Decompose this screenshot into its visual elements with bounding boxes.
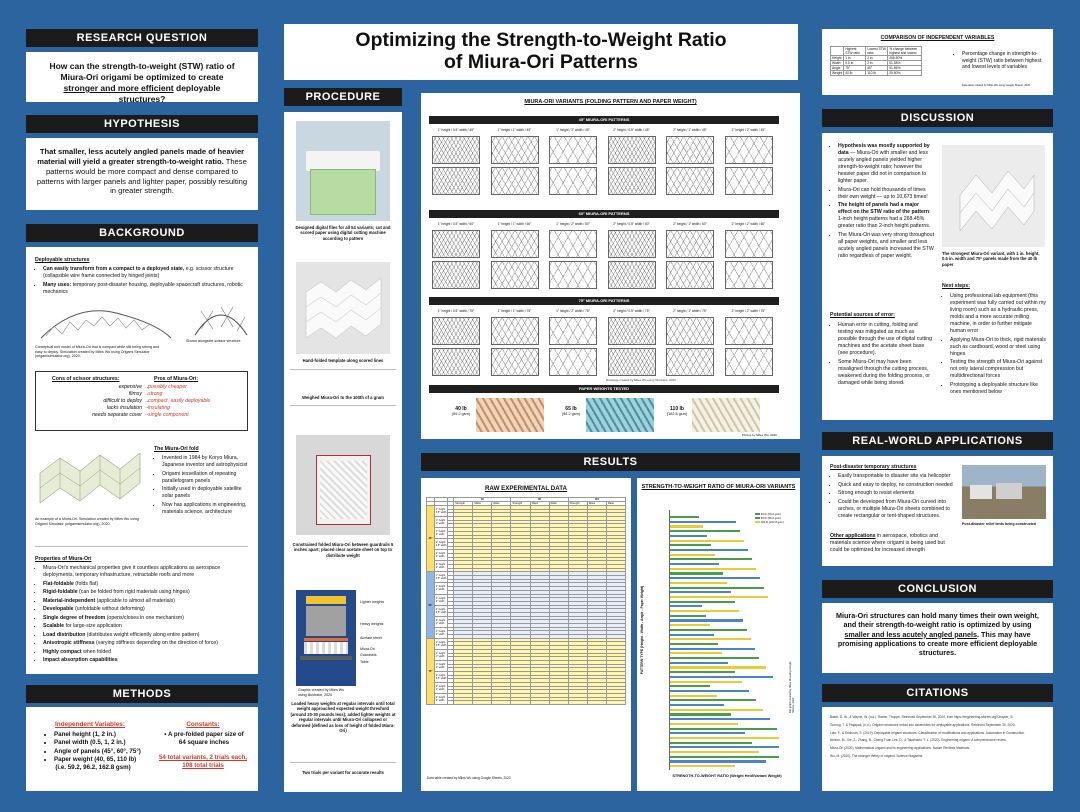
miura-pattern-drawing: [549, 261, 597, 289]
raw-row-label: 1" height 2" width: [434, 660, 448, 671]
miura-pattern-drawing: [549, 317, 597, 345]
bg-header: BACKGROUND: [26, 224, 258, 242]
iv-item: • Paper weight (40, 65, 110 lb): [54, 756, 150, 764]
raw-credit: Data table created by Miles Wu using Google Sheets, 2020: [427, 776, 511, 780]
pattern-label: 1" height / 1" width / 75°: [497, 309, 532, 313]
step2: Hand-folded template along scored lines: [302, 358, 384, 363]
raw-subheader: Mass: [473, 502, 492, 506]
cite-header: CITATIONS: [822, 684, 1053, 702]
disc-item: • Miura-Ori can hold thousands of times their own weight — up to 10,673 times!: [838, 187, 934, 201]
stw-xlabel: STRENGTH-TO-WEIGHT RATIO (Weight Held/Variant Weight): [672, 774, 782, 778]
rq-header: RESEARCH QUESTION: [26, 29, 258, 47]
rwa-card: [822, 456, 1053, 566]
miura-pattern-drawing: [608, 317, 656, 345]
pattern-label: 2" height / 2" width / 45°: [731, 128, 766, 132]
weight-label: 65 lb (96.2 gsm): [561, 406, 581, 416]
stw-bar: [669, 737, 779, 739]
stw-bar: [669, 760, 766, 762]
stw-bar: [669, 634, 714, 636]
arrows: → → → → →: [144, 384, 149, 417]
citation: Gurung, T. & Prajapati, (n.d.). Origami structures unfold into assemblies for deployable applications. Retrieved September 30, 2020.: [830, 722, 1016, 727]
citation: Nelson, M., Xie, Z., Zhang, B., Cheng-Fuan Lee, D., & Takahashi, Y. L. (2020). Engineering origami: A comprehensive review.: [830, 738, 1007, 743]
miura-pattern-drawing: [432, 317, 480, 345]
pattern-label: 1" height / 0.5" width / 75°: [437, 309, 475, 313]
stw-bar: [669, 610, 739, 612]
miura-pattern-drawing: [725, 230, 773, 258]
miura-pattern-drawing: [491, 136, 539, 164]
miura-pattern-drawing: [608, 136, 656, 164]
relief-caption: Post-disaster relief tents being constructed: [962, 522, 1037, 526]
results-header: RESULTS: [421, 453, 800, 471]
diagram-label: Guardrails: [360, 653, 377, 657]
raw-subheader: Strength: [511, 502, 530, 506]
stw-bar: [669, 690, 749, 692]
miura-pattern-drawing: [491, 230, 539, 258]
miura-pattern-drawing: [666, 261, 714, 289]
raw-row-label: 2" height 1" width: [434, 683, 448, 694]
fold-caption: An example of a Miura-Ori. Simulation created by Miles Wu using Origami Simulator (origamisimulator.org), 2020.: [35, 517, 139, 526]
prop-item: • Load distribution (distributes weight efficiently along entire pattern): [43, 632, 250, 639]
stw-bar: [669, 723, 738, 725]
raw-row-label: 2" height 0.5" width: [434, 671, 448, 682]
bg-card: [26, 247, 258, 674]
constant-item: • A pre-folded paper size of 64 square inches: [164, 731, 244, 747]
raw-subheader: Mass: [587, 502, 606, 506]
band-45: 45° MIURA-ORI PATTERNS: [429, 116, 779, 124]
stw-bar: [669, 756, 779, 758]
miura-pattern-drawing: [725, 348, 773, 376]
diagram-credit: Graphic created by Miles Wu using Illustrator, 2020: [298, 688, 345, 697]
stw-bar: [669, 568, 756, 570]
miura-arch-image: [36, 303, 176, 343]
stw-bar: [669, 671, 735, 673]
stw-bar: [669, 591, 731, 593]
stw-bar: [669, 638, 751, 640]
other-apps: Other applications in aerospace, robotics and materials science where origami is being used but could be optimized for increased strength: [830, 533, 945, 554]
deploy-item: • Can easily transform from a compact to a deployed state, e.g. scissor structure (collapsible wire frame connected by hinged joints): [43, 266, 247, 280]
pattern-label: 1" height / 2" width / 60°: [556, 222, 590, 226]
legend-40: 40 lb (59.2 gsm): [755, 512, 797, 516]
pattern-label: 1" height / 1" width / 60°: [497, 222, 532, 226]
raw-row-label: 1" height 0.5" width: [434, 638, 448, 649]
stw-bar: [669, 742, 752, 744]
stw-bar: [669, 704, 724, 706]
citation: Wu, M. (2020). The stronger theory of origami. Science Magazine.: [830, 753, 924, 758]
disc-card: [822, 133, 1053, 420]
testing-diagram: [296, 590, 356, 686]
raw-col-header: 40: [454, 498, 511, 502]
miura-pattern-drawing: [549, 167, 597, 195]
err-item: • Some Miura-Ori may have been misaligned through the cutting process, weakened during the folding process, or damaged while being stored.: [838, 359, 934, 387]
paper-110lb-photo: [692, 398, 760, 432]
legend-65: 65 lb (96.2 gsm): [755, 516, 797, 520]
raw-angle: 45°: [427, 506, 435, 572]
relief-tents-photo: [962, 465, 1046, 519]
stw-bar: [669, 657, 759, 659]
stw-bar: [669, 699, 756, 701]
prop-item: • Rigid-foldable (can be folded from rigid materials using hinges): [43, 589, 250, 596]
title-banner: [284, 24, 798, 80]
legend-110: 110 lb (162.8 gsm): [755, 520, 797, 524]
raw-row-label: 2" height 2" width: [434, 627, 448, 638]
variants-title: MIURA-ORI VARIANTS (FOLDING PATTERN AND PAPER WEIGHT): [524, 99, 697, 105]
methods-card: [26, 707, 258, 791]
raw-angle: 60°: [427, 572, 435, 638]
step1: Designed digital files for all 54 variants; cut and scored paper using digital cutting machine according to pattern: [295, 225, 391, 241]
conc-text-a: Miura-Ori structures can hold many times their own weight, and their strength-to-weight ratio is optimized by using: [836, 611, 1039, 630]
stw-bar: [669, 525, 703, 527]
miura-pattern-drawing: [725, 261, 773, 289]
pattern-label: 1" height / 1" width / 45°: [497, 128, 532, 132]
miura-pattern-drawing: [549, 348, 597, 376]
pd-title: Post-disaster temporary structures: [830, 464, 917, 470]
stw-bar: [669, 540, 744, 542]
disc-header: DISCUSSION: [822, 109, 1053, 127]
miura-fold-image: [35, 443, 145, 515]
props-lead: • Miura-Ori's mechanical properties give it countless applications as aerospace deployments, temporary infrastructure, retractable roofs and more: [43, 565, 250, 579]
disc-item: • The height of panels had a major effect on the STW ratio of the pattern: 1-inch height patterns had a 268.45% greater ratio than 2-inch height patterns.: [838, 202, 934, 230]
hyp-text-b: These patterns would be more compact and dense compared to patterns with larger panels and lighter paper, possibly resulting in greater strength.: [36, 156, 248, 196]
strongest-variant-photo: [942, 145, 1045, 247]
conc-header: CONCLUSION: [822, 580, 1053, 598]
iv-note: (i.e. 59.2, 96.2, 162.8 gsm): [55, 764, 131, 771]
strongest-caption: The strongest Miura-Ori variant, with 1 in. height, 0.5 in. width and 75° panels made from the 40 lb paper: [942, 251, 1040, 267]
raw-title: RAW EXPERIMENTAL DATA: [484, 485, 568, 492]
band-75: 75° MIURA-ORI PATTERNS: [429, 297, 779, 305]
stw-bar: [669, 751, 759, 753]
prop-item: • Scalable for large-size application: [43, 623, 250, 630]
conc-text-c: . This may have promising applications to create more efficient deployable structures.: [837, 629, 1038, 658]
cons-list: expensive flimsy difficult to deploy lacks insulation needs separate cover: [92, 384, 142, 419]
pattern-label: 2" height / 0.5" width / 45°: [613, 128, 650, 132]
step4: Constrained folded Miura-Ori between guardrails 5 inches apart; placed clear acetate sheet on top to distribute weight: [292, 542, 394, 558]
miura-pattern-drawing: [666, 230, 714, 258]
stw-bar: [669, 582, 727, 584]
raw-col-header: 65: [511, 498, 568, 502]
stw-bar: [669, 563, 719, 565]
prop-item: • Flat-foldable (folds flat): [43, 581, 250, 588]
stw-bar: [669, 521, 736, 523]
pd-item: • Quick and easy to deploy, no construction needed: [838, 482, 954, 489]
stw-bar: [669, 695, 717, 697]
rq-text-b: stronger and more efficient: [63, 83, 174, 94]
pros-list: possibly cheaper strong compact, easily deployable insulating single component: [148, 384, 211, 419]
total-trials: 54 total variants, 2 trials each, 108 total trials: [158, 754, 248, 770]
stw-bar: [669, 713, 731, 715]
fold-item: • Now has applications in engineering, materials science, architecture: [162, 502, 252, 516]
stw-bar: [669, 709, 763, 711]
citation: Liao, F., & Krishnan, S. (2019). Deployable-origami structures: Classification of modifications and applications. Automation in Construction.: [830, 730, 1025, 735]
err-title: Potential sources of error:: [830, 312, 895, 318]
miura-pattern-drawing: [725, 317, 773, 345]
poster-title: Optimizing the Strength-to-Weight Ratio of Miura-Ori Patterns: [355, 29, 727, 73]
raw-row-label: 1" height 1" width: [434, 583, 448, 594]
stw-bar: [669, 577, 760, 579]
pattern-label: 2" height / 1" width / 45°: [673, 128, 707, 132]
miura-pattern-drawing: [608, 167, 656, 195]
deploy-item: • Many uses: temporary post-disaster housing, deployable spacecraft structures, robotic mechanics: [43, 282, 247, 296]
raw-row-label: 1" height 1" width: [434, 517, 448, 528]
pattern-label: 2" height / 0.5" width / 75°: [613, 309, 650, 313]
miura-pattern-drawing: [491, 317, 539, 345]
raw-subheader: Ratio: [549, 502, 568, 506]
raw-row-label: 2" height 0.5" width: [434, 605, 448, 616]
miura-pattern-drawing: [666, 136, 714, 164]
stw-bar: [669, 530, 740, 532]
miura-pattern-drawing: [432, 261, 480, 289]
fold-title: The Miura-Ori fold: [154, 446, 199, 452]
stw-ylabel: PATTERN TYPE (Height - Width - Angle - Paper Weight): [640, 585, 644, 675]
pattern-label: 2" height / 1" width / 60°: [673, 222, 707, 226]
stw-chart-card: [637, 478, 800, 791]
stw-bar: [669, 624, 710, 626]
proc-card: [284, 112, 402, 792]
conc-text-b: smaller and less acutely angled panels: [844, 629, 978, 639]
hyp-text-a: That smaller, less acutely angled panels made of heavier material will yield a greater strength-to-weight ratio.: [37, 147, 245, 166]
stw-bar: [669, 554, 715, 556]
stw-bar: [669, 648, 755, 650]
variants-credit: Drawings created by Miles Wu using Illustrator, 2020: [606, 378, 676, 382]
diagram-label: Table: [360, 660, 369, 664]
rq-text-a: How can the strength-to-weight (STW) ratio of Miura-Ori origami be optimized to create: [49, 61, 235, 83]
raw-subheader: Strength: [454, 502, 473, 506]
miura-pattern-drawing: [432, 136, 480, 164]
stw-credit: Bar graph created by Miles Wu using Google Sheets, 2020: [789, 661, 795, 713]
indep-note: • Percentage change in strength-to-weight (STW) ratio between highest and lowest levels of variables: [962, 51, 1048, 71]
stw-bars: [643, 510, 783, 770]
miura-pattern-drawing: [432, 167, 480, 195]
bg-caption-2: Shown alongside scissor structure: [186, 339, 241, 343]
pd-item: • Easily transportable to disaster site via helicopter: [838, 473, 954, 480]
pattern-label: 1" height / 0.5" width / 45°: [437, 128, 475, 132]
stw-bar: [669, 587, 764, 589]
stw-bar: [669, 572, 723, 574]
miura-pattern-drawing: [549, 136, 597, 164]
raw-row-label: 1" height 2" width: [434, 594, 448, 605]
raw-data-table: [426, 497, 626, 705]
miura-pattern-drawing: [725, 167, 773, 195]
disc-item: • Hypothesis was mostly supported by data — Miura-Ori with smaller and less acutely angled panels yielded higher strength-to-weight ratio; however the heavier paper did not in comparison to lighter paper.: [838, 143, 934, 185]
next-title: Next steps:: [942, 283, 970, 289]
stw-bar: [669, 643, 718, 645]
prop-item: • Impact absorption capabilities: [43, 657, 250, 664]
next-item: • Prototyping a deployable structure like ones mentioned below: [950, 382, 1047, 396]
next-item: • Testing the strength of Miura-Ori against not only lateral compression but multidirectional forces: [950, 359, 1047, 380]
stw-bar: [669, 685, 710, 687]
miura-pattern-drawing: [491, 167, 539, 195]
stw-bar: [669, 718, 770, 720]
cons-title: Cons of scissor structures:: [52, 376, 120, 382]
weight-label: 40 lb (59.2 gsm): [451, 406, 471, 416]
proc-header: PROCEDURE: [284, 88, 402, 106]
miura-pattern-drawing: [608, 261, 656, 289]
iv-item: • Panel height (1, 2 in.): [54, 731, 150, 739]
raw-row-label: 2" height 2" width: [434, 694, 448, 705]
prop-item: • Developable (unfoldable without deforming): [43, 606, 250, 613]
band-weights: PAPER WEIGHTS TESTED: [429, 385, 779, 393]
stw-bar: [669, 629, 747, 631]
raw-subheader: Mass: [530, 502, 549, 506]
miura-pattern-drawing: [432, 230, 480, 258]
stw-bar: [669, 605, 702, 607]
fold-item: • Origami tessellation of repeating parallelogram panels: [162, 471, 252, 485]
stw-bar: [669, 765, 735, 767]
raw-row-label: 2" height 1" width: [434, 616, 448, 627]
bg-caption-1: Conceptual unit model of Miura-Ori that is compact while still being strong and easy to deploy. Simulation created by Miles Wu using Origami Simulator (origamisimulator.org), 2020.: [35, 345, 160, 359]
stw-bar: [669, 728, 777, 730]
stw-bar: [669, 615, 706, 617]
diagram-label: Lighter weights: [360, 600, 385, 604]
miura-pattern-drawing: [491, 348, 539, 376]
paper-65lb-photo: [586, 398, 654, 432]
raw-row-label: 2" height 1" width: [434, 550, 448, 561]
props-title: Properties of Miura-Ori: [35, 556, 92, 562]
rq-card: [26, 52, 258, 105]
stw-bar: [669, 652, 722, 654]
stw-bar: [669, 558, 752, 560]
hyp-card: [26, 138, 258, 210]
raw-row-label: 1" height 0.5" width: [434, 506, 448, 517]
raw-row-label: 2" height 0.5" width: [434, 539, 448, 550]
pros-cons-box: [35, 371, 248, 431]
methods-header: METHODS: [26, 685, 258, 703]
stw-bar: [669, 619, 743, 621]
step5: Loaded heavy weights at regular intervals until total weight approached expected weight threshold (around 20-30 pounds less); added lighter weights at regular intervals until Miura-Ori collapsed or deformed (defined as loss of height of folded Miura-Ori): [290, 701, 396, 734]
diagram-label: Acetate sheet: [360, 636, 382, 640]
fold-item: • Invented in 1984 by Koryo Miura, Japanese inventor and astrophysicist: [162, 455, 252, 469]
stw-bar: [669, 601, 735, 603]
miura-pattern-drawing: [491, 261, 539, 289]
rwa-header: REAL-WORLD APPLICATIONS: [822, 432, 1053, 450]
pattern-label: 1" height / 2" width / 75°: [556, 309, 590, 313]
miura-pattern-drawing: [725, 136, 773, 164]
pattern-label: 1" height / 0.5" width / 60°: [437, 222, 475, 226]
raw-angle: 75°: [427, 638, 435, 704]
stw-bar: [669, 732, 745, 734]
cutting-machine-photo: [296, 121, 390, 221]
guardrails-photo: [296, 435, 390, 535]
conc-card: [822, 603, 1053, 673]
raw-row-label: 1" height 2" width: [434, 528, 448, 539]
raw-row-label: 2" height 2" width: [434, 561, 448, 572]
raw-subheader: Ratio: [606, 502, 625, 506]
prop-item: • Material-independent (applicable to almost all materials): [43, 598, 250, 605]
next-item: • Using professional lab equipment (this experiment was fully carried out within my living room) such as a hydraulic press, molds and a more accurate milling machine, in order to further mitigate human error: [950, 293, 1047, 335]
prop-item: • Highly compact when folded: [43, 649, 250, 656]
pattern-label: 2" height / 2" width / 75°: [731, 309, 766, 313]
raw-subheader: Strength: [568, 502, 587, 506]
constants-title: Constants:: [186, 721, 220, 728]
miura-pattern-drawing: [432, 348, 480, 376]
iv-item: • Angle of panels (45°, 60°, 75°): [54, 748, 150, 756]
citation: Miura-Ori (2020). Mathematical origami and its engineering applications. Nature Reviews Materials.: [830, 746, 970, 751]
iv-item: • Panel width (0.5, 1, 2 in.): [54, 739, 150, 747]
miura-pattern-drawing: [608, 348, 656, 376]
hand-folded-photo: [296, 262, 390, 354]
pattern-label: 2" height / 1" width / 75°: [673, 309, 707, 313]
indep-card: [822, 29, 1053, 95]
stw-bar: [669, 544, 711, 546]
scissor-structure-image: [191, 301, 251, 339]
miura-pattern-drawing: [666, 348, 714, 376]
pattern-label: 2" height / 0.5" width / 60°: [613, 222, 650, 226]
pd-item: • Could be developed from Miura-Ori curved into arches, or multiple Miura-Ori sheets combined to create rectangular or tent-shaped structures.: [838, 499, 954, 520]
cite-card: [822, 707, 1053, 791]
stw-bar: [669, 516, 699, 518]
diagram-label: Miura-Ori: [360, 647, 375, 651]
photo-credit: Photos by Miles Wu, 2020: [742, 433, 777, 437]
prop-item: • Single degree of freedom (opens/closes in one mechanism): [43, 615, 250, 622]
miura-pattern-drawing: [666, 167, 714, 195]
miura-pattern-drawing: [666, 317, 714, 345]
stw-bar: [669, 535, 707, 537]
stw-bar: [669, 662, 728, 664]
raw-subheader: Ratio: [492, 502, 511, 506]
citation: Baker, D. W., & Wayne, W. (n.d.). Rather, Thoppe. Retrieved September 30, 2020, from https://engineering-stories.org/Chapter_4/: [830, 715, 1013, 719]
stw-bar: [669, 596, 768, 598]
indep-credit: Data table created by Miles Wu using Google Sheets, 2020: [962, 84, 1031, 87]
paper-40lb-photo: [476, 398, 544, 432]
disc-item: • The Miura-Ori was very strong throughout all paper weights, and smaller and less acutely angled panels increased the STW ratio regardless of paper weight.: [838, 232, 934, 260]
stw-bar: [669, 681, 742, 683]
stw-bar: [669, 746, 779, 748]
step6: Two trials per variant for accurate results: [302, 770, 384, 775]
fold-item: • Initially used in deployable satellite solar panels: [162, 486, 252, 500]
err-item: • Human error in cutting, folding and testing was mitigated as much as possible through the use of digital cutting machines and the acetate sheet base (see procedure).: [838, 322, 934, 357]
hyp-header: HYPOTHESIS: [26, 115, 258, 133]
deploy-title: Deployable structures: [35, 257, 90, 263]
stw-bar: [669, 666, 766, 668]
raw-row-label: 1" height 1" width: [434, 649, 448, 660]
stw-bar: [669, 676, 773, 678]
miura-pattern-drawing: [549, 230, 597, 258]
stw-title: STRENGTH-TO-WEIGHT RATIO OF MIURA-ORI VARIANTS: [641, 484, 796, 490]
iv-title: Independent Variables:: [55, 721, 125, 728]
raw-row-label: 1" height 0.5" width: [434, 572, 448, 583]
raw-col-header: 110: [568, 498, 625, 502]
pros-title: Pros of Miura-Ori:: [154, 376, 199, 382]
pattern-label: 1" height / 2" width / 45°: [556, 128, 590, 132]
indep-table: Highest STW ratio Lowest STW ratio % change between highest and lowest Height 1 in. 2 in. 268.50% Width 0.5 in. 2 in. 51.58% Angle 75° 45° 51.86% Weight 40 lb 110 lb 25.80%: [830, 46, 922, 76]
miura-pattern-drawing: [608, 230, 656, 258]
step3: Weighed Miura-Ori to the 100th of a gram: [302, 395, 384, 400]
rq-text-c: deployable structures?: [118, 83, 221, 105]
next-item: • Applying Miura-Ori to thick, rigid materials such as cardboard, wood or steel using hinges: [950, 337, 1047, 358]
prop-item: • Anisotropic stiffness (varying stiffness depending on the direction of force): [43, 640, 250, 647]
pattern-label: 2" height / 2" width / 60°: [731, 222, 766, 226]
band-60: 60° MIURA-ORI PATTERNS: [429, 210, 779, 218]
diagram-label: Heavy weights: [360, 622, 384, 626]
pd-item: • Strong enough to resist elements: [838, 490, 954, 497]
indep-title: COMPARISON OF INDEPENDENT VARIABLES: [880, 35, 995, 41]
weight-label: 110 lb (162.8 gsm): [666, 406, 688, 416]
stw-bar: [669, 549, 748, 551]
